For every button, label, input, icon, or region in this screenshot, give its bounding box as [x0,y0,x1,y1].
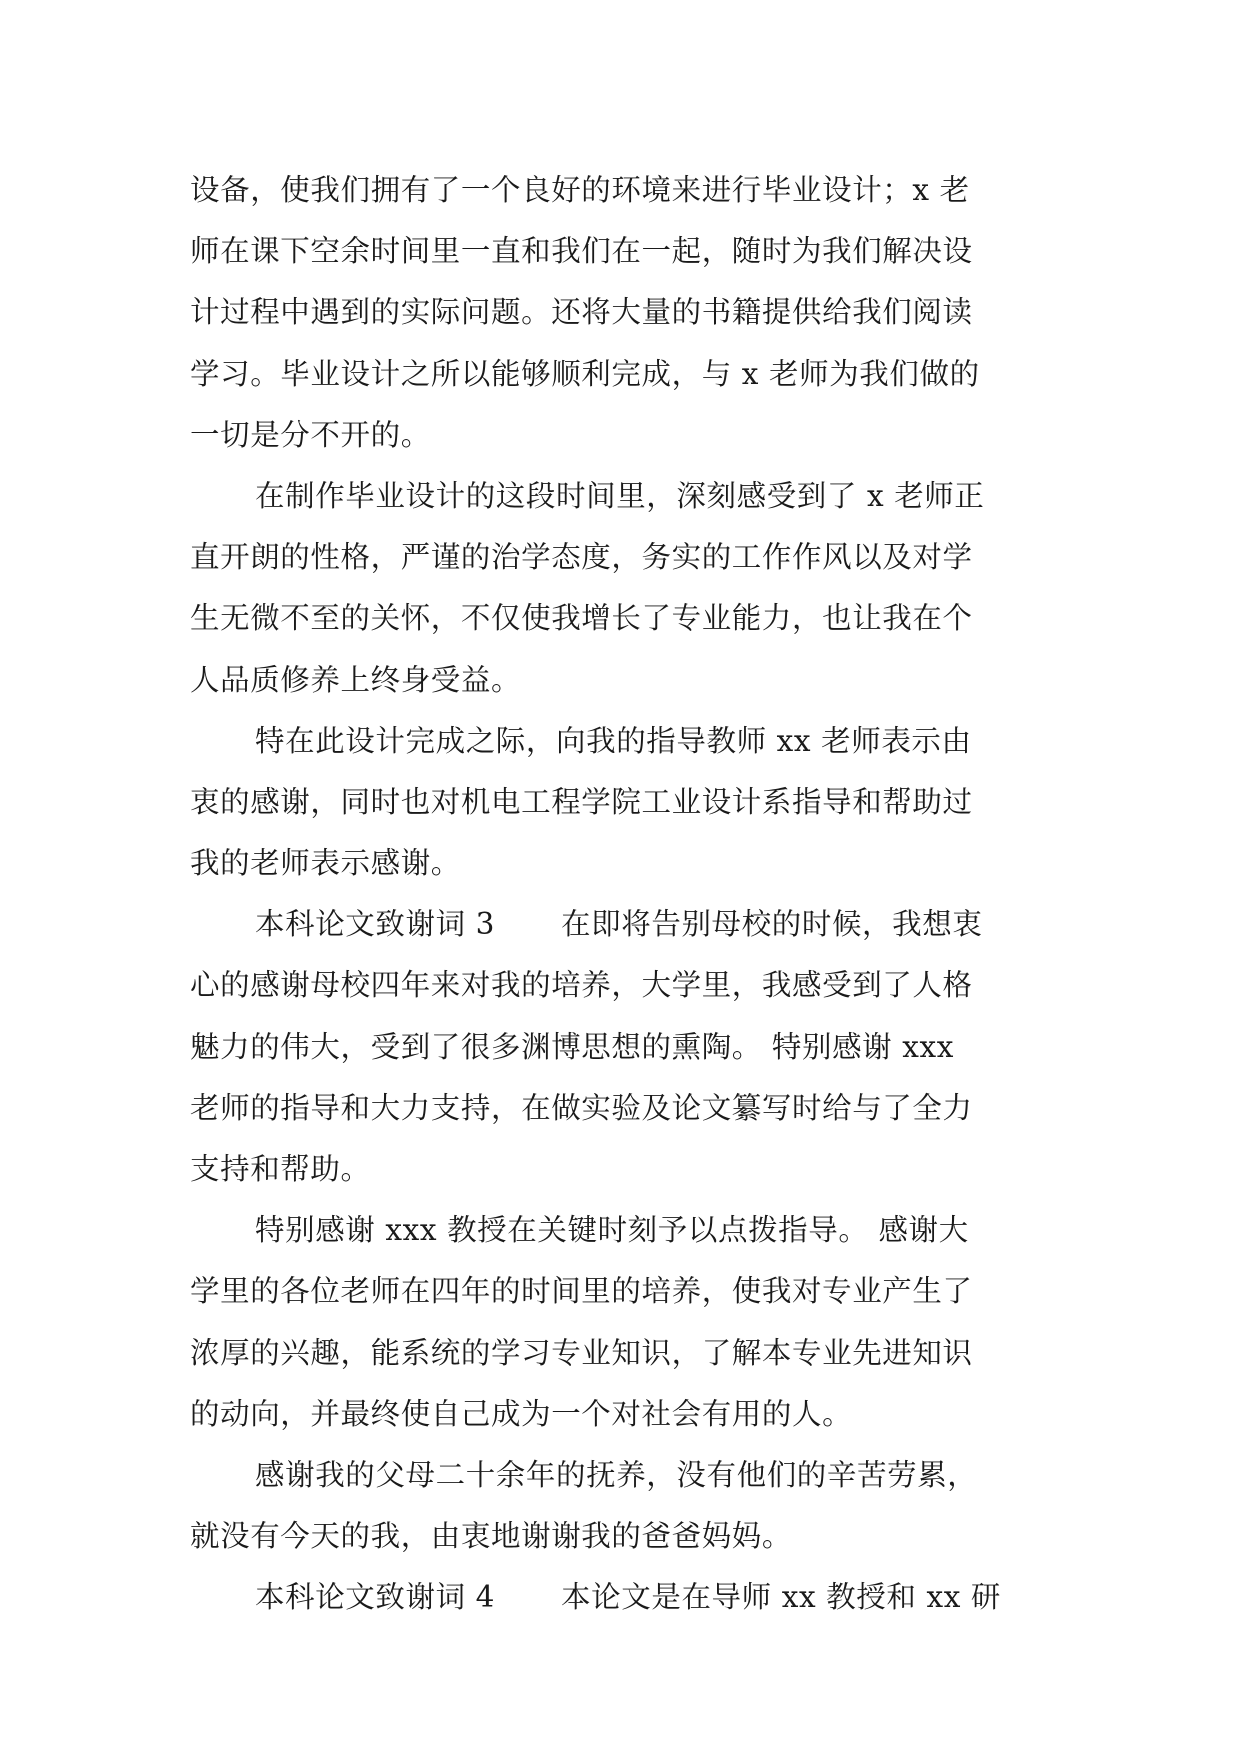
text-line: 就没有今天的我，由衷地谢谢我的爸爸妈妈。 [190,1519,793,1554]
paragraph-start-line: 感谢我的父母二十余年的抚养，没有他们的辛苦劳累， [255,1457,978,1492]
section-heading-text: 在即将告别母校的时候，我想衷 [561,907,983,942]
document-body [190,160,1052,1629]
section-heading-title: 本科论文致谢词 3 [255,907,496,942]
text-line: 学里的各位老师在四年的时间里的培养，使我对专业产生了 [190,1274,973,1309]
text-line: 老师的指导和大力支持，在做实验及论文纂写时给与了全力 [190,1090,973,1125]
text-line: 生无微不至的关怀，不仅使我增长了专业能力，也让我在个 [190,601,973,636]
text-line: 衷的感谢，同时也对机电工程学院工业设计系指导和帮助过 [190,784,973,819]
text-line: 魅力的伟大，受到了很多渊博思想的熏陶。 特别感谢 xxx [190,1029,954,1064]
section-heading-line-4 [190,1567,1052,1628]
text-line: 人品质修养上终身受益。 [190,662,522,697]
text-line: 计过程中遇到的实际问题。还将大量的书籍提供给我们阅读 [190,295,973,330]
section-heading-line-3 [190,894,1052,955]
text-line: 的动向，并最终使自己成为一个对社会有用的人。 [190,1396,853,1431]
text-line: 一切是分不开的。 [190,417,431,452]
paragraph-start-line: 特在此设计完成之际，向我的指导教师 xx 老师表示由 [255,723,972,758]
text-line: 心的感谢母校四年来对我的培养，大学里，我感受到了人格 [190,968,973,1003]
paragraph-start-line: 在制作毕业设计的这段时间里，深刻感受到了 x 老师正 [255,478,985,513]
text-line: 学习。毕业设计之所以能够顺利完成，与 x 老师为我们做的 [190,356,980,391]
paragraph-start-line: 特别感谢 xxx 教授在关键时刻予以点拨指导。 感谢大 [255,1213,969,1248]
text-line: 支持和帮助。 [190,1152,371,1186]
text-line: 直开朗的性格，严谨的治学态度，务实的工作作风以及对学 [190,540,973,575]
text-line: 师在课下空余时间里一直和我们在一起，随时为我们解决设 [190,234,973,269]
section-heading-title: 本科论文致谢词 4 [255,1580,496,1615]
section-heading-text: 本论文是在导师 xx 教授和 xx 研 [561,1580,1002,1615]
text-line: 浓厚的兴趣，能系统的学习专业知识，了解本专业先进知识 [190,1335,973,1370]
text-line: 我的老师表示感谢。 [190,846,461,881]
text-line: 设备，使我们拥有了一个良好的环境来进行毕业设计；x 老 [190,173,970,207]
